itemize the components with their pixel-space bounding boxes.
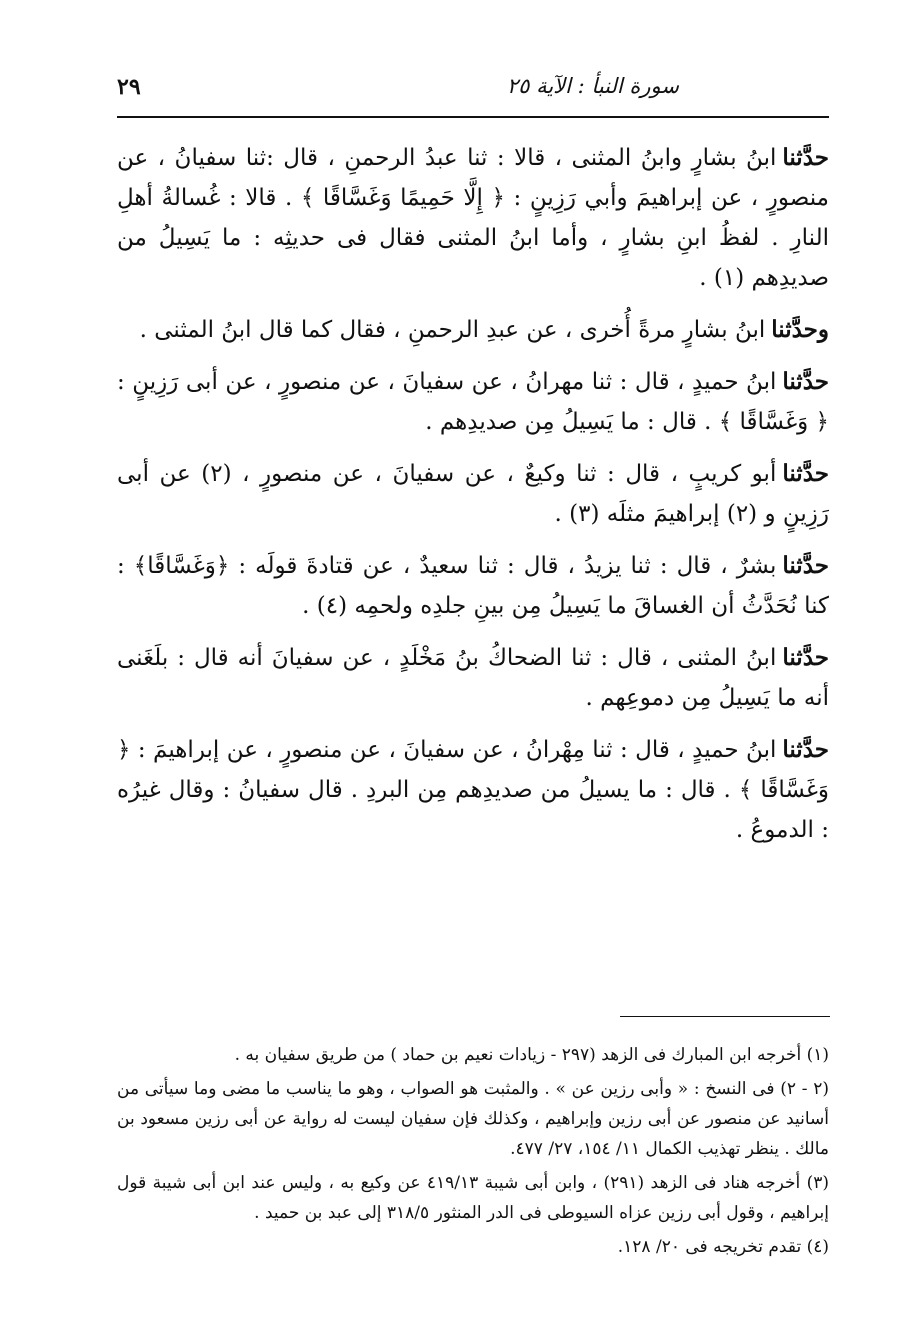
paragraph-1 — [117, 138, 829, 298]
narration-lead: حدَّثنا — [782, 460, 829, 487]
narration-lead: وحدَّثنا — [771, 316, 829, 343]
paragraph-text: ابنُ حميدٍ ، قال : ثنا مِهْرانُ ، عن سفيانَ ، عن منصورٍ ، عن إبراهيمَ : ﴿ وَغَسَّاقًا ﴾ . قال : ما يسيلُ من صديدِهم مِن البردِ . قال سفيانُ : وقال غيرُه : الدموعُ . — [117, 737, 829, 843]
footnote-1: (١) أخرجه ابن المبارك فى الزهد (٢٩٧ - زيادات نعيم بن حماد ) من طريق سفيان به . — [234, 1045, 829, 1065]
paragraph-text: ابنُ حميدٍ ، قال : ثنا مهرانُ ، عن سفيانَ ، عن منصورٍ ، عن أبى رَزِينٍ : ﴿ وَغَسَّاقًا ﴾ . قال : ما يَسِيلُ مِن صديدِهم . — [117, 369, 829, 435]
main-text — [117, 138, 829, 862]
paragraph-5 — [117, 546, 829, 626]
footnote-divider — [620, 1016, 830, 1017]
narration-lead: حدَّثنا — [782, 736, 829, 763]
narration-lead: حدَّثنا — [782, 552, 829, 579]
page-header — [117, 68, 829, 118]
footnote-2: (٢ - ٢) فى النسخ : « وأبى رزين عن » . والمثبت هو الصواب ، وهو ما يناسب ما مضى وما سيأتى من أسانيد عن منصور عن أبى رزين وإبراهيم ، وكذلك فإن سفيان ليست له رواية عن أبى رزين مسعود بن مالك . ينظر تهذيب الكمال ١١/ ١٥٤، ٢٧/ ٤٧٧. — [117, 1079, 829, 1159]
paragraph-text: ابنُ المثنى ، قال : ثنا الضحاكُ بنُ مَخْلَدٍ ، عن سفيانَ أنه قال : بلَغَنى أنه ما يَسِيلُ مِن دموعِهم . — [117, 645, 829, 711]
paragraph-6 — [117, 638, 829, 718]
paragraph-2 — [117, 310, 829, 350]
footnote-4: (٤) تقدم تخريجه فى ٢٠/ ١٢٨. — [617, 1237, 829, 1257]
paragraph-text: ابنُ بشارٍ وابنُ المثنى ، قالا : ثنا عبدُ الرحمنِ ، قال :ثنا سفيانُ ، عن منصورٍ ، عن إبراهيمَ وأبي رَزِينٍ : ﴿ إِلَّا حَمِيمًا وَغَسَّاقًا ﴾ . قالا : غُسالةُ أهلِ النارِ . لفظُ ابنِ بشارٍ ، وأما ابنُ المثنى فقال فى حديثِه : ما يَسِيلُ من صديدِهم (١) . — [117, 145, 829, 291]
paragraph-4 — [117, 454, 829, 534]
footnote-3: (٣) أخرجه هناد فى الزهد (٢٩١) ، وابن أبى شيبة ٤١٩/١٣ عن وكيع به ، وليس عند ابن أبى شيبة قول إبراهيم ، وقول أبى رزين عزاه السيوطى فى الدر المنثور ٣١٨/٥ إلى عبد بن حميد . — [117, 1173, 829, 1223]
paragraph-text: أبو كريبٍ ، قال : ثنا وكيعٌ ، عن سفيانَ ، عن منصورٍ ، (٢) عن أبى رَزِينٍ و (٢) إبراهيمَ مثلَه (٣) . — [117, 461, 829, 527]
paragraph-text: ابنُ بشارٍ مرةً أُخرى ، عن عبدِ الرحمنِ ، فقال كما قال ابنُ المثنى . — [139, 317, 766, 343]
paragraph-text: بشرٌ ، قال : ثنا يزيدُ ، قال : ثنا سعيدٌ ، عن قتادةَ قولَه : ﴿وَغَسَّاقًا﴾ : كنا نُحَدَّثُ أن الغساقَ ما يَسِيلُ مِن بينِ جلدِه ولحمِه (٤) . — [117, 553, 829, 619]
narration-lead: حدَّثنا — [782, 644, 829, 671]
running-title: سورة النبأ : الآية ٢٥ — [506, 74, 679, 98]
paragraph-3 — [117, 362, 829, 442]
narration-lead: حدَّثنا — [782, 368, 829, 395]
paragraph-7 — [117, 730, 829, 850]
footnotes — [117, 1040, 829, 1266]
page-number: ٢٩ — [117, 74, 141, 100]
narration-lead: حدَّثنا — [782, 144, 829, 171]
